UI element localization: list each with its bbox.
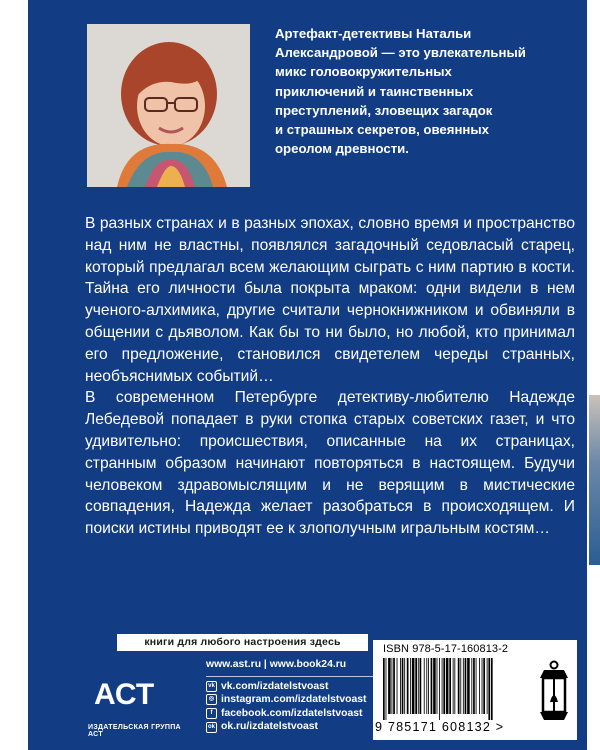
barcode-bar (410, 658, 411, 714)
odnoklassniki-icon: ok (206, 722, 217, 733)
websites-text[interactable]: www.ast.ru | www.book24.ru (206, 659, 347, 670)
barcode-bar (397, 658, 398, 714)
divider (206, 676, 376, 677)
social-link-text[interactable]: instagram.com/izdatelstvoast (221, 694, 367, 706)
tagline-banner: книги для любого настроения здесь (117, 634, 368, 651)
barcode-bar (437, 658, 438, 714)
website-links[interactable] (206, 658, 386, 672)
barcode-bar (420, 658, 422, 714)
barcode-bar (400, 658, 401, 714)
barcode-bar (473, 658, 475, 714)
barcode-bar (392, 658, 393, 714)
barcode-bar (446, 658, 449, 714)
barcode-bar (386, 658, 387, 720)
barcode-bar (393, 658, 395, 714)
barcode-bar (388, 658, 391, 714)
description-paragraph: В разных странах и в разных эпохах, словно время и пространство над ним не властны, появлялся загадочный седовласый старец, который предлагал всем желающим сыграть с ним партию в кости. Тайна его личности была покрыта мраком: одни видели в нем ученого-алхимика, другие считали чернокнижником и обвиняли в общении с дьяволом. Как бы то ни было, но любой, кто принимал его предложение, становился свидетелем череды странных, необъяснимых событий… (85, 215, 575, 385)
social-link-odnoklassniki[interactable] (206, 720, 386, 734)
barcode (381, 658, 531, 720)
barcode-suffix: > (495, 720, 505, 734)
barcode-bar (460, 658, 461, 714)
barcode-number: 9 785171 608132 (375, 720, 492, 734)
barcode-bar (479, 658, 480, 714)
barcode-bar (458, 658, 460, 714)
book-description (85, 213, 575, 540)
barcode-bar (465, 658, 467, 714)
social-link-text[interactable]: vk.com/izdatelstvoast (221, 680, 329, 692)
barcode-bar (426, 658, 427, 714)
barcode-bar (383, 658, 385, 720)
barcode-bar (487, 658, 488, 714)
barcode-bar (412, 658, 415, 714)
barcode-bar (449, 658, 451, 714)
back-cover (28, 0, 588, 750)
barcode-bar (404, 658, 405, 714)
front-cover-edge (589, 395, 600, 565)
instagram-icon: ◎ (206, 694, 217, 705)
barcode-bar (407, 658, 409, 714)
barcode-bar (439, 658, 440, 720)
facebook-icon: f (206, 708, 217, 719)
lantern-icon (536, 660, 572, 730)
barcode-bar (482, 658, 483, 714)
ast-logo-icon (88, 656, 178, 726)
author-intro: Артефакт-детективы Натальи Александровой — это увлекательный микс головокружительных приключений и таинственных преступлений, зловещих загадок и страшных секретов, овеянных ореолом древности. (275, 26, 526, 157)
barcode-bar (453, 658, 454, 714)
isbn: ISBN 978-5-17-160813-2 (383, 643, 509, 655)
barcode-bar (491, 658, 493, 720)
barcode-bar (454, 658, 455, 714)
social-link-text[interactable]: facebook.com/izdatelstvoast (221, 707, 363, 719)
barcode-bar (418, 658, 419, 714)
publisher-name: ИЗДАТЕЛЬСКАЯ ГРУППА АСТ (88, 724, 181, 738)
vk-icon: vk (206, 681, 217, 692)
barcode-bar (463, 658, 464, 714)
barcode-bar (488, 658, 490, 720)
barcode-bar (476, 658, 477, 714)
barcode-bar (443, 658, 445, 714)
barcode-bar (442, 658, 443, 714)
social-link-facebook[interactable] (206, 707, 386, 721)
barcode-bar (431, 658, 433, 714)
author-portrait-illustration (87, 24, 250, 187)
barcode-bar (424, 658, 425, 714)
page-edge (587, 0, 600, 750)
author-photo (87, 24, 250, 187)
description-paragraph: В современном Петербурге детективу-любителю Надежде Лебедевой попадает в руки стопка старых советских газет, и что удивительно: происшествия, описанные на их страницах, странным образом начинают повторяться в настоящем. Будучи человеком здравомыслящим и не верящим в мистические совпадения, Надежда желает разобраться в происходящем. И поиски истины приводят ее к злополучным игральным костям… (85, 389, 575, 538)
barcode-bar (433, 658, 436, 714)
social-link-instagram[interactable] (206, 693, 386, 707)
social-link-text[interactable]: ok.ru/izdatelstvoast (221, 721, 319, 733)
social-link-vk[interactable] (206, 680, 386, 694)
barcode-bar (428, 658, 429, 714)
publisher-logo-text: АСТ (94, 678, 155, 711)
barcode-bar (471, 658, 472, 714)
barcode-digits (375, 720, 535, 734)
barcode-bar (467, 658, 470, 714)
barcode-bar (415, 658, 417, 714)
barcode-bar (483, 658, 485, 714)
barcode-bar (402, 658, 404, 714)
publisher-links (206, 658, 386, 734)
